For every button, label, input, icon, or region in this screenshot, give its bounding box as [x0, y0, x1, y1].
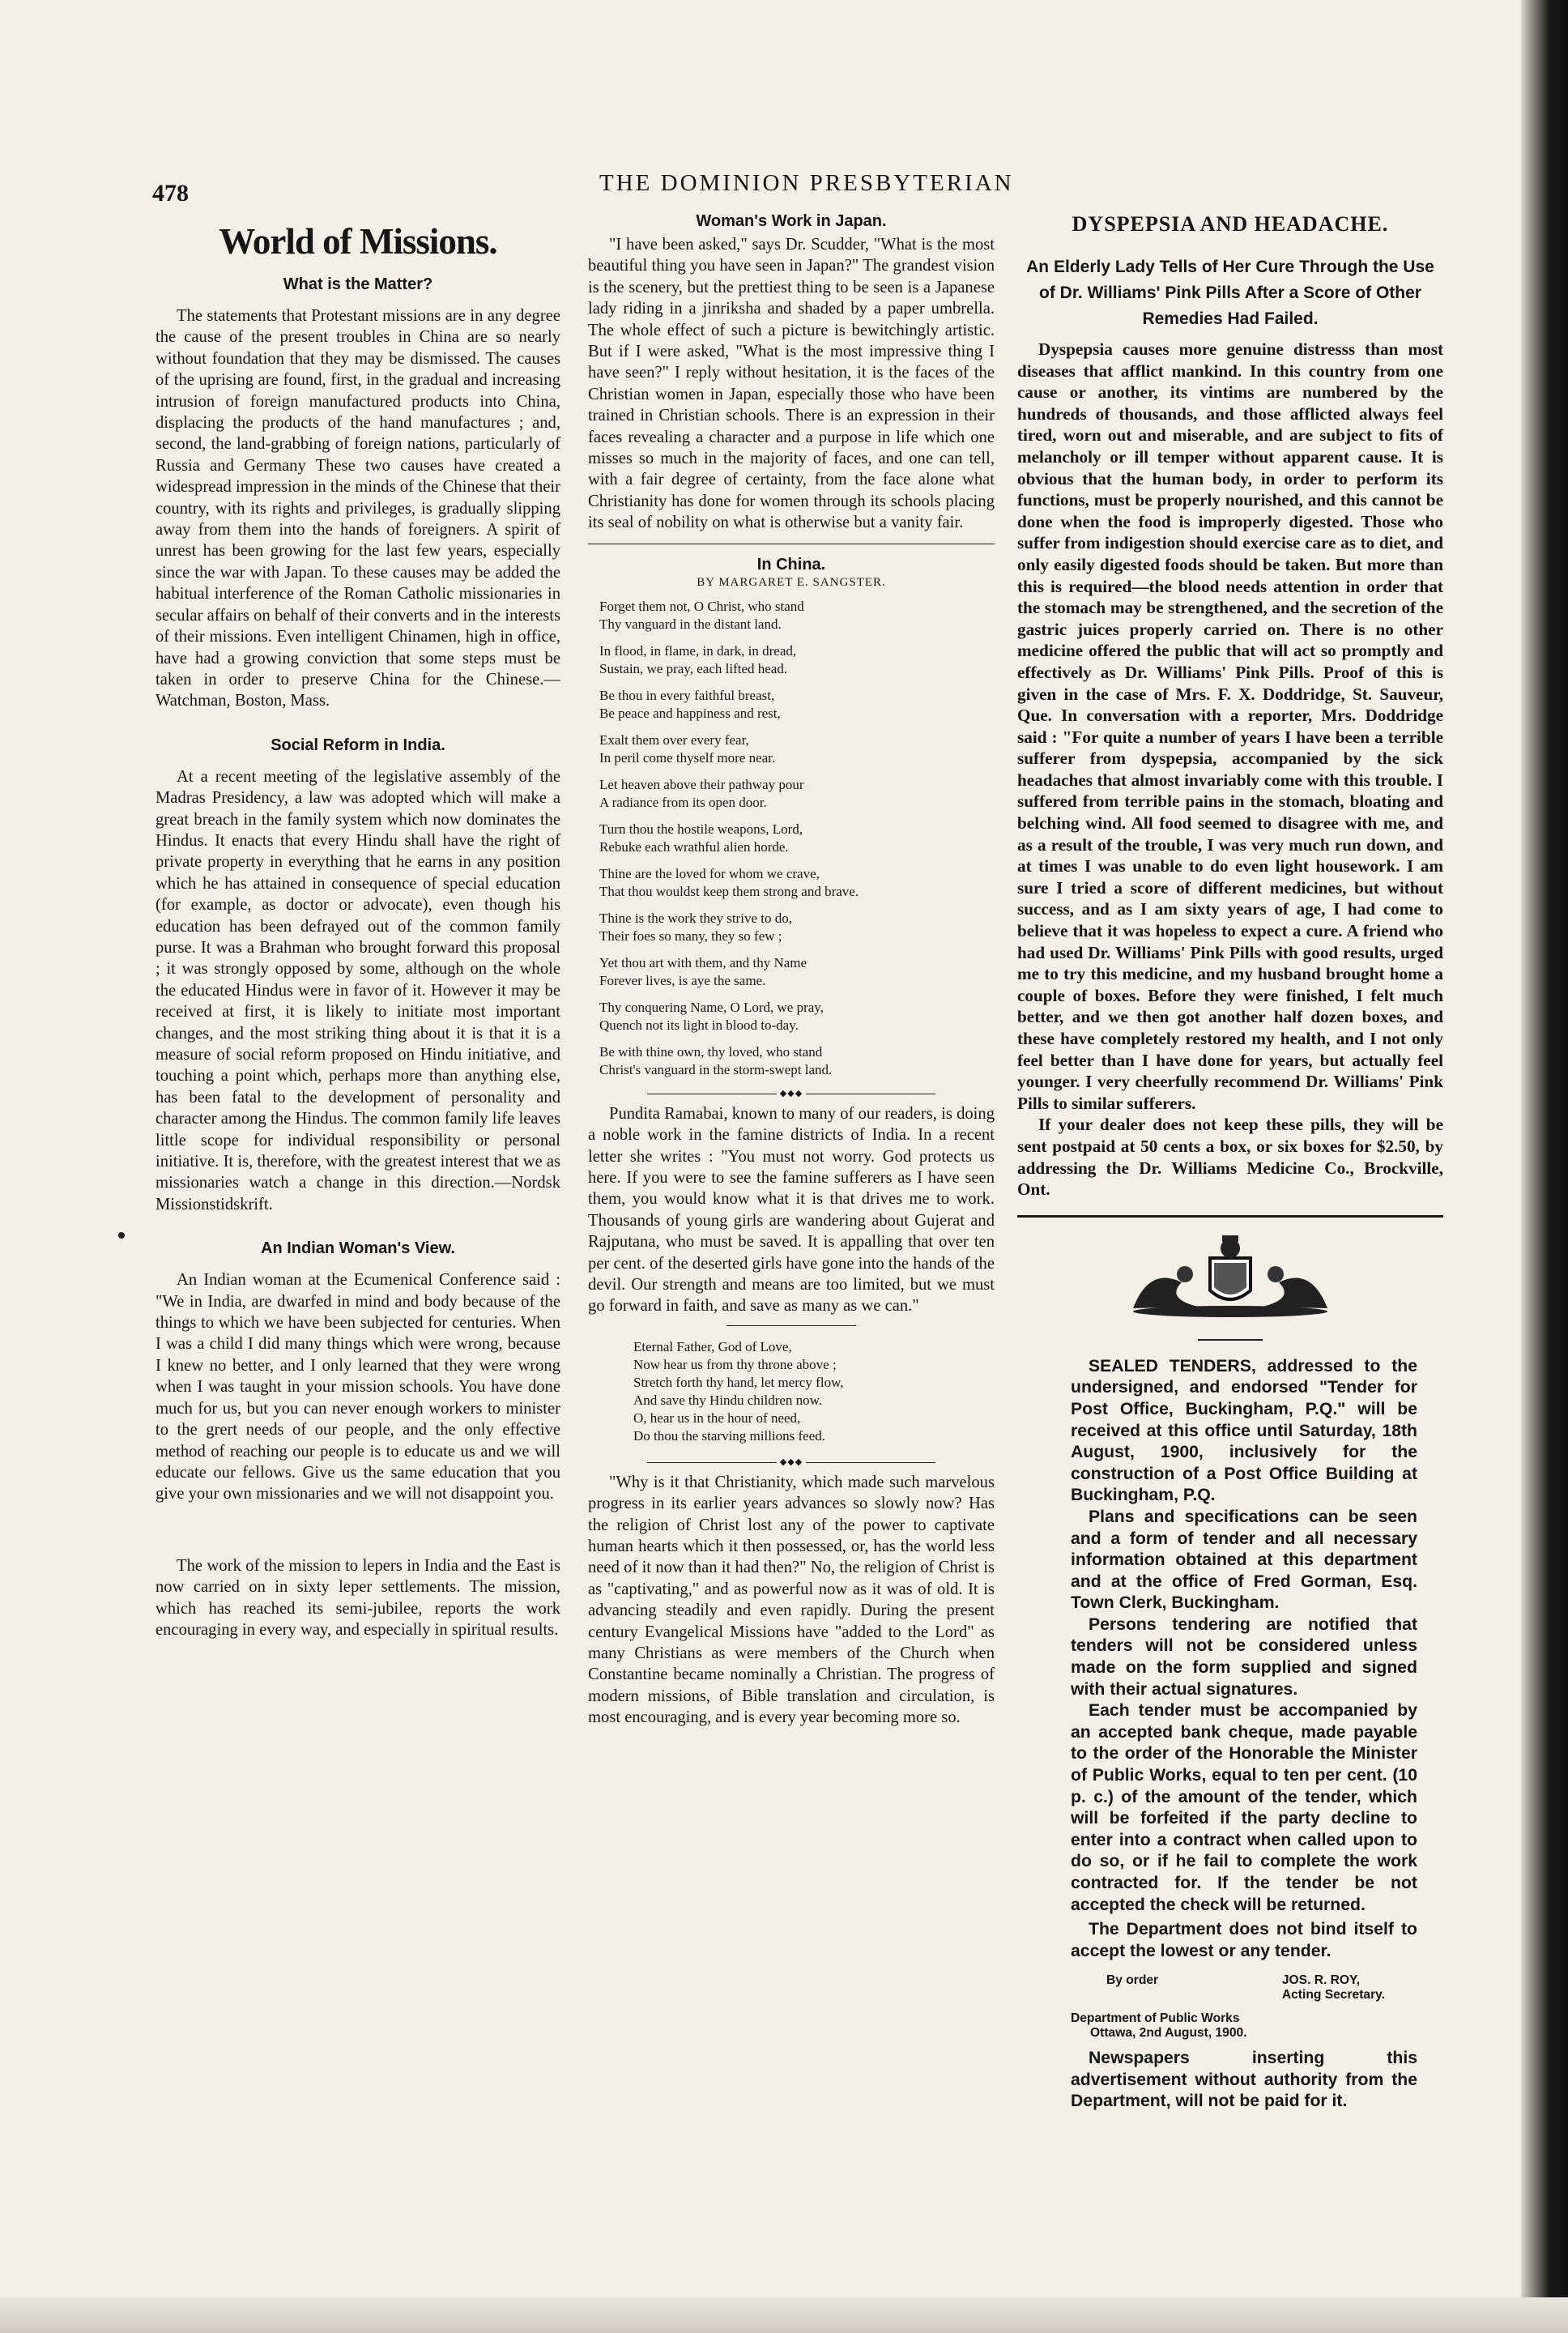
poem-line: Be thou in every faithful breast, — [599, 687, 775, 703]
page-edge-shadow — [1521, 0, 1568, 2333]
poem-line: Thine is the work they strive to do, — [599, 910, 792, 926]
poem-byline: BY MARGARET E. SANGSTER. — [697, 575, 886, 589]
by-order: By order — [1106, 1973, 1159, 1988]
poem-line: Thy conquering Name, O Lord, we pray, — [599, 999, 824, 1015]
article-body: At a recent meeting of the legislative assembly of the Madras Presidency, a law was adopted which will make a great breach in the family system which now dominates the Hindus. It enacts that every Hindu shall have the right of private property in everything that he earns in any position which he has attained in consequence of special education (for example, as doctor or advocate), even though his education has been defrayed out of the common family purse. It was a Brahman who brought forward this proposal ; it was strongly opposed by some, although on the whole the educated Hindus were in favor of it. However it may be received at first, it is likely to initiate most important changes, and the most striking thing about it is that it is a measure of social reform proposed on Hindu initiative, and touching a point which, perhaps more than anything else, has been fatal to the development of personality and character among the Hindus. The common family life leaves little scope for individual responsibility or personal initiative. It is, therefore, with the greatest interest that we as missionaries watch a change in this direction.—Nordsk Missionstidskrift. — [156, 767, 560, 1213]
signer-title: Acting Secretary. — [1281, 1987, 1385, 2002]
article-title: Social Reform in India. — [271, 736, 445, 754]
article-body: An Indian woman at the Ecumenical Conference said : "We in India, are dwarfed in mind and body because of the things to which we have been subjected for centuries. When I was a child I did many things which were wrong, because I knew no better, and I only learned that they were wrong when I was taught in your mission schools. You have done much for us, but you can never enough workers to minister to the grert needs of our people, and the only effective method of reaching our people is to educate us and we will educate our fellows. Give us the same education that you give your own missionaries and we will not disappoint you. — [156, 1271, 560, 1503]
ad-body: If your dealer does not keep these pills, they will be sent postpaid at 50 cents a box, or six boxes for $2.50, by addressing the Dr. Williams Medicine Co., Brockville, Ont. — [1017, 1115, 1443, 1200]
poem-line: Their foes so many, they so few ; — [599, 928, 782, 944]
article-body: "I have been asked," says Dr. Scudder, "What is the most beautiful thing you have seen in Japan?" The grandest vision is the scenery, but the prettiest thing to be seen is a Japanese lady riding in a jinriksha and shaded by a paper umbrella. The whole effect of such a picture is bewitchingly artistic. But if I were asked, "What is the most impressive thing I have seen?" I reply without hesitation, it is the faces of the Christian women in Japan, especially those who have been trained in Christian schools. There is an expression in their faces revealing a character and a purpose in life which one misses so much in the majority of faces, and one can tell, with a fair degree of certainty, from the face alone what Christianity has done for women through its schools placing its seal of nobility on what is otherwise but a vanity fair. — [588, 236, 995, 532]
poem-stanza — [599, 821, 995, 856]
poem-title: In China. — [756, 555, 826, 574]
coat-of-arms-icon — [1017, 1234, 1443, 1327]
ornament-divider — [588, 1320, 995, 1330]
notice-paragraph: Persons tendering are notified that tenders will not be considered unless made on the form supplied and signed with their actual signatures. — [1071, 1614, 1417, 1699]
tender-notice — [1017, 1356, 1443, 2113]
column-2 — [588, 212, 995, 1729]
notice-paragraph: Plans and specifications can be seen and a form of tender and all necessary information obtained at this department and at the office of Fred Gorman, Esq. Town Clerk, Buckingham. — [1071, 1507, 1417, 1613]
poem-line: Rebuke each wrathful alien horde. — [599, 838, 789, 855]
poem-stanza — [599, 865, 995, 901]
article-body: The work of the mission to lepers in India and the East is now carried on in sixty leper settlements. The mission, which has reached its semi-jubilee, reports the work encouraging in every way, and especially in spiritual results. — [156, 1556, 560, 1639]
signer-name: JOS. R. ROY, — [1281, 1973, 1361, 1988]
poem-line: Exalt them over every fear, — [599, 731, 749, 748]
ink-spot — [118, 1232, 125, 1239]
article-body: Pundita Ramabai, known to many of our readers, is doing a noble work in the famine districts of India. In a recent letter she writes : "You must not worry. God protects us here. If you were to see the famine sufferers as I have seen them, you would know what it is that drives me to work. Thousands of young girls are wandering about Gujerat and Rajputana, who must be saved. It is appalling that over ten per cent. of the deserted girls have gone into the hands of the devil. Our strength and means are too limited, but we must go forward in faith, and save as many as we can." — [588, 1104, 995, 1316]
poem-stanza — [599, 776, 995, 812]
poem-stanza — [599, 687, 995, 723]
page-number: 478 — [152, 180, 189, 207]
department-block — [1071, 2011, 1417, 2040]
poem-stanza — [599, 910, 995, 945]
ad-title: DYSPEPSIA AND HEADACHE. — [1072, 212, 1389, 236]
running-head: THE DOMINION PRESBYTERIAN — [599, 170, 1014, 196]
poem-stanza — [599, 999, 995, 1034]
signature-block — [1071, 1973, 1417, 2002]
divider — [1017, 1215, 1443, 1218]
notice-date: Ottawa, 2nd August, 1900. — [1090, 2025, 1247, 2040]
hymn-line: And save thy Hindu children now. — [633, 1392, 823, 1408]
poem-line: Sustain, we pray, each lifted head. — [599, 660, 788, 676]
poem-line: Quench not its light in blood to-day. — [599, 1017, 799, 1033]
page-bottom-edge — [0, 2297, 1568, 2333]
poem-stanza — [599, 954, 995, 990]
ad-subtitle: An Elderly Lady Tells of Her Cure Through the Use of Dr. Williams' Pink Pills After a Score of Other Remedies Had Failed. — [1026, 258, 1434, 328]
hymn-line: Eternal Father, God of Love, — [633, 1338, 792, 1354]
ad-body: Dyspepsia causes more genuine distresss than most diseases that afflict mankind. In this country from one cause or another, its vintims are numbered by the hundreds of thousands, and those afflicted always feel tired, worn out and miserable, and are subject to fits of melancholy or ill temper without apparent cause. It is obvious that the human body, in order to perform its functions, must be properly nourished, and this cannot be done when the food is improperly digested. Those who suffer from indigestion should exercise care as to diet, and only easily digested foods should be taken. But more than this is required—the blood needs attention in order that the stomach may be strengthened, and the secretion of the gastric juices properly carried on. There is no other medicine offered the public that will act so promptly and effectively as Dr. Williams' Pink Pills. Proof of this is given in the case of Mrs. F. X. Doddridge, St. Sauveur, Que. In conversation with a reporter, Mrs. Doddridge said : "For quite a number of years I have been a terrible sufferer from dyspepsia, accompanied by the sick headaches that almost invariably come with this trouble. I suffered from terrible pains in the stomach, bloating and belching wind. All food seemed to disagree with me, and as a result of the trouble, I was very much run down, and at times I was unable to do even light housework. I am sure I tried a score of different medicines, but without success, and as I am sixty years of age, I had come to believe that it was hopeless to expect a cure. A friend who had used Dr. Williams' Pink Pills with good results, urged me to try this medicine, and my husband brought home a couple of boxes. Before they were finished, I felt much better, and we then got another half dozen boxes, and these have completely restored my health, and I not only feel better than I have done for years, but actually feel younger. I very cheerfully recommend Dr. Williams' Pink Pills to similar sufferers. — [1017, 339, 1443, 1113]
poem-line: Thine are the loved for whom we crave, — [599, 865, 820, 881]
poem-line: Yet thou art with them, and thy Name — [599, 954, 807, 970]
hymn — [633, 1338, 995, 1445]
notice-paragraph: The Department does not bind itself to accept the lowest or any tender. — [1071, 1920, 1417, 1960]
ornament-divider: ◆◆◆ — [588, 1457, 995, 1467]
poem-line: Let heaven above their pathway pour — [599, 776, 804, 792]
hymn-line: Now hear us from thy throne above ; — [633, 1356, 837, 1372]
notice-paragraph: Newspapers inserting this advertisement without authority from the Department, will not be paid for it. — [1071, 2049, 1417, 2111]
hymn-line: O, hear us in the hour of need, — [633, 1410, 801, 1426]
poem-line: In peril come thyself more near. — [599, 749, 776, 766]
poem-stanza — [599, 1043, 995, 1079]
column-1 — [156, 212, 560, 1640]
article-body: The statements that Protestant missions are in any degree the cause of the present troubles in China are so nearly without foundation that they may be dismissed. The causes of the uprising are found, first, in the gradual and increasing intrusion of foreign manufactured products into China, displacing the products of the hand manufactures ; and, second, the land-grabbing of foreign nations, particularly of Russia and Germany These two causes have created a widespread impression in the minds of the Chinese that their country, with its rights and privileges, is gradually slipping away from them into the hands of foreigners. A spirit of unrest has been growing for the last few years, especially since the war with Japan. To these causes may be added the habitual interference of the Roman Catholic missionaries in secular affairs on behalf of their converts and in the interests of their missions. Even intelligent Chinamen, high in office, have had a growing conviction that some steps must be taken in order to preserve China for the Chinese.—Watchman, Boston, Mass. — [156, 307, 560, 710]
poem-line: A radiance from its open door. — [599, 794, 767, 810]
notice-paragraph: SEALED TENDERS, addressed to the undersigned, and endorsed "Tender for Post Office, Buckingham, P.Q." will be received at this office until Saturday, 18th August, 1900, inclusively for the construction of a Post Office Building at Buckingham, P.Q. — [1071, 1356, 1417, 1505]
poem-line: Forever lives, is aye the same. — [599, 972, 766, 988]
article-title: Woman's Work in Japan. — [696, 212, 887, 230]
poem-line: Be peace and happiness and rest, — [599, 705, 781, 721]
poem-line: Christ's vanguard in the storm-swept land. — [599, 1061, 833, 1077]
hymn-line: Stretch forth thy hand, let mercy flow, — [633, 1374, 844, 1390]
notice-paragraph: Each tender must be accompanied by an accepted bank cheque, made payable to the order of the Honorable the Minister of Public Works, equal to ten per cent. (10 p. c.) of the amount of the tender, which will be forfeited if the party decline to enter into a contract when called upon to do so, or if he fail to complete the work contracted for. If the tender be not accepted the check will be returned. — [1071, 1701, 1417, 1914]
poem-line: Forget them not, O Christ, who stand — [599, 598, 804, 614]
ornament-divider: ◆◆◆ — [588, 1088, 995, 1098]
poem-line: Thy vanguard in the distant land. — [599, 616, 782, 632]
poem-line: Be with thine own, thy loved, who stand — [599, 1043, 823, 1060]
poem-stanza — [599, 642, 995, 678]
section-title: World of Missions. — [219, 221, 497, 262]
poem-line: In flood, in flame, in dark, in dread, — [599, 642, 797, 659]
poem-line: Turn thou the hostile weapons, Lord, — [599, 821, 803, 837]
column-3 — [1017, 212, 1443, 2113]
poem-stanza — [599, 598, 995, 633]
article-body: "Why is it that Christianity, which made such marvelous progress in its earlier years advances so slowly now? Has the religion of Christ lost any of the power to captivate human hearts which it then possessed, or, has the world less need of it now than it had then?" No, the religion of Christ is as "captivating," and as powerful now as it was of old. It is advancing steadily and even rapidly. During the present century Evangelical Missions have "added to the Lord" as many Christians as were members of the Church when Constantine became nominally a Christian. The progress of modern missions, of Bible translation and circulation, is most encouraging, and is every year becoming more so. — [588, 1473, 995, 1727]
hymn-line: Do thou the starving millions feed. — [633, 1427, 826, 1444]
article-title: What is the Matter? — [283, 275, 433, 293]
poem-stanza — [599, 731, 995, 767]
poem-line: That thou wouldst keep them strong and brave. — [599, 883, 859, 899]
article-title: An Indian Woman's View. — [261, 1239, 455, 1258]
poem — [599, 598, 995, 1079]
department-name: Department of Public Works — [1071, 2011, 1240, 2026]
